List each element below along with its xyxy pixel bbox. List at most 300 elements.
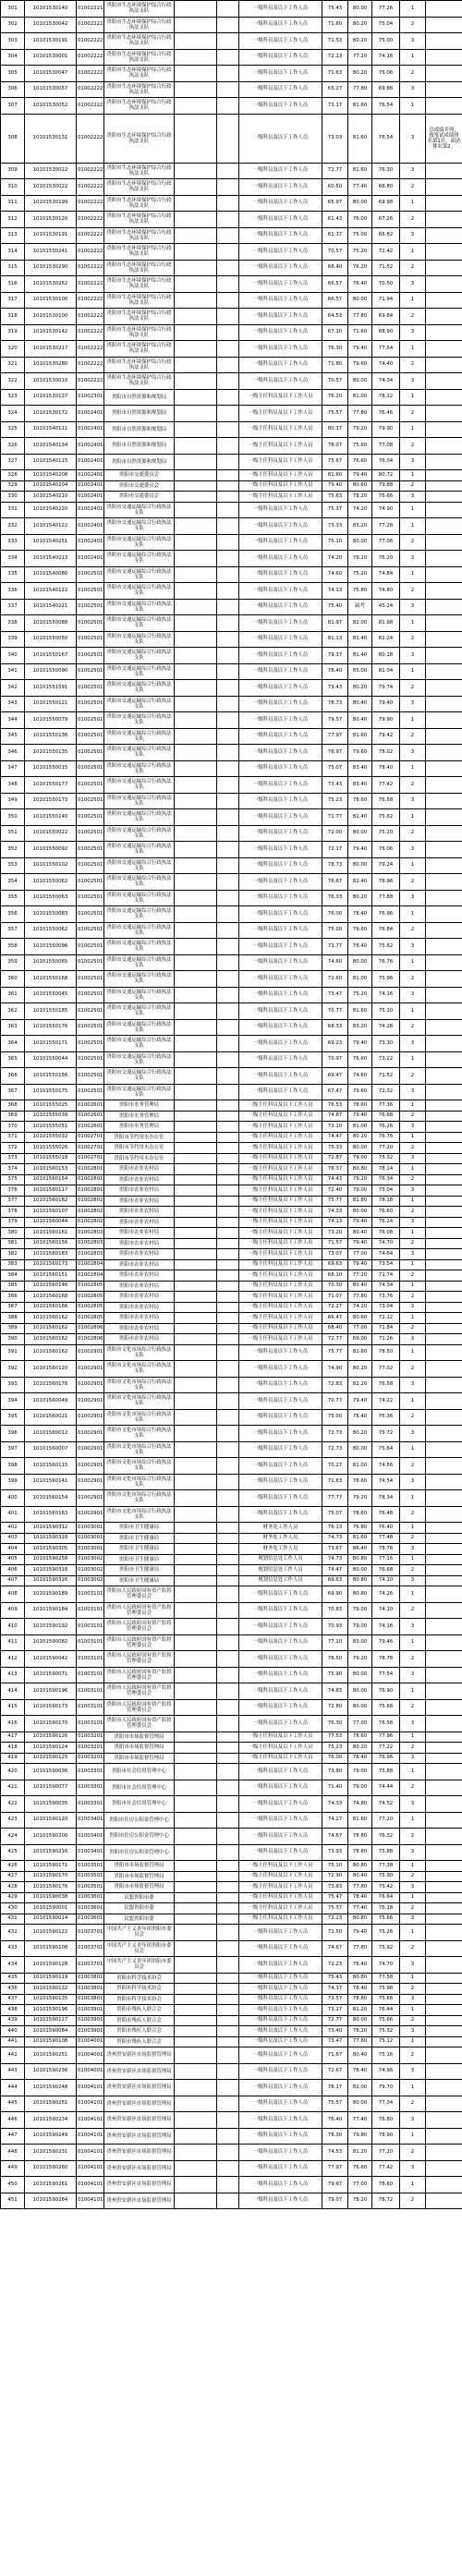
- employer-cell: 贵阳市生态环境保护综合行政执法支队: [104, 341, 175, 358]
- interview-score-cell: 76.60: [348, 2160, 372, 2177]
- total-score-cell: 76.34: [372, 1174, 400, 1185]
- ticket-no-cell: 10101590035: [25, 1796, 77, 1813]
- position-code-cell: 01002222: [77, 244, 104, 261]
- rank-cell: 1: [400, 1164, 426, 1175]
- dept-cell: [175, 842, 217, 858]
- ticket-no-cell: 10101590071: [25, 1667, 77, 1683]
- remark-cell: [426, 2177, 462, 2193]
- position-name-cell: 一级科员及以下工作人员: [239, 2080, 322, 2096]
- blank-cell: [217, 1313, 239, 1324]
- dept-cell: [175, 1153, 217, 1164]
- remark-cell: [426, 2036, 462, 2047]
- seq-cell: 412: [1, 1651, 25, 1668]
- remark-cell: [426, 1302, 462, 1313]
- total-score-cell: 74.96: [372, 2063, 400, 2080]
- remark-cell: [426, 66, 462, 82]
- rank-cell: 2: [400, 1270, 426, 1282]
- interview-score-cell: 82.40: [348, 874, 372, 891]
- total-score-cell: 75.68: [372, 1699, 400, 1716]
- total-score-cell: 72.12: [372, 1313, 400, 1324]
- ticket-no-cell: 10101550062: [25, 874, 77, 891]
- seq-cell: 424: [1, 1829, 25, 1845]
- position-code-cell: 01002401: [77, 421, 104, 438]
- written-score-cell: 75.07: [322, 760, 348, 777]
- position-name-cell: 一级科员及以下工作人员: [239, 292, 322, 309]
- interview-score-cell: 75.20: [348, 244, 372, 261]
- total-score-cell: 73.22: [372, 1051, 400, 1068]
- ticket-no-cell: 10101550088: [25, 615, 77, 632]
- total-score-cell: 75.06: [372, 842, 400, 858]
- table-row: [1, 2015, 462, 2026]
- total-score-cell: 76.18: [372, 1903, 400, 1914]
- position-name-cell: 一级主任科员及以下工作人员: [239, 1743, 322, 1754]
- ticket-no-cell: 10101550083: [25, 906, 77, 923]
- total-score-cell: 79.40: [372, 696, 400, 712]
- total-score-cell: 80.72: [372, 470, 400, 481]
- remark-cell: [426, 2063, 462, 2080]
- blank-cell: [217, 1871, 239, 1882]
- dept-cell: [175, 1164, 217, 1175]
- ticket-no-cell: 10101590248: [25, 2080, 77, 2096]
- rank-cell: 3: [400, 2026, 426, 2037]
- dept-cell: [175, 2096, 217, 2112]
- position-code-cell: 01002701: [77, 1132, 104, 1143]
- remark-cell: [426, 1716, 462, 1732]
- blank-cell: [217, 389, 239, 406]
- table-row: [1, 1207, 462, 1218]
- blank-cell: [217, 663, 239, 680]
- remark-cell: [426, 857, 462, 874]
- dept-cell: [175, 1716, 217, 1732]
- seq-cell: 372: [1, 1143, 25, 1154]
- written-score-cell: 80.37: [322, 421, 348, 438]
- ticket-no-cell: 10101530280: [25, 357, 77, 373]
- written-score-cell: 72.73: [322, 1426, 348, 1442]
- ticket-no-cell: 10101540122: [25, 518, 77, 535]
- blank-cell: [217, 292, 239, 309]
- dept-cell: [175, 324, 217, 341]
- table-row: [1, 1132, 462, 1143]
- remark-cell: [426, 1871, 462, 1882]
- interview-score-cell: 78.20: [348, 492, 372, 503]
- written-score-cell: 72.90: [322, 1871, 348, 1882]
- dept-cell: [175, 2063, 217, 2080]
- interview-score-cell: 77.80: [348, 309, 372, 325]
- total-score-cell: 71.84: [372, 1323, 400, 1334]
- blank-cell: [217, 793, 239, 809]
- interview-score-cell: 79.40: [348, 470, 372, 481]
- total-score-cell: 77.28: [372, 518, 400, 535]
- rank-cell: 1: [400, 341, 426, 358]
- dept-cell: [175, 1554, 217, 1565]
- dept-cell: [175, 1882, 217, 1893]
- employer-cell: 贵阳市生态环境保护综合行政执法支队: [104, 179, 175, 196]
- employer-cell: 贵阳市生态环境保护综合行政执法支队: [104, 292, 175, 309]
- total-score-cell: 77.08: [372, 438, 400, 455]
- position-name-cell: 一级科员及以下工作人员: [239, 502, 322, 518]
- written-score-cell: 75.00: [322, 1409, 348, 1426]
- table-row: [1, 98, 462, 115]
- table-row: [1, 292, 462, 309]
- ticket-no-cell: 10101550022: [25, 825, 77, 842]
- position-name-cell: 一级科员及以下工作人员: [239, 1829, 322, 1845]
- interview-score-cell: 80.20: [348, 1361, 372, 1378]
- position-code-cell: 01002222: [77, 357, 104, 373]
- position-name-cell: 一级主任科员及以下工作人员: [239, 1753, 322, 1764]
- blank-cell: [217, 1036, 239, 1052]
- total-score-cell: 74.44: [372, 1780, 400, 1796]
- seq-cell: 334: [1, 551, 25, 567]
- seq-cell: 413: [1, 1667, 25, 1683]
- employer-cell: 贵阳市生态环境保护综合行政执法支队: [104, 357, 175, 373]
- position-code-cell: 01002501: [77, 745, 104, 761]
- written-score-cell: 79.37: [322, 648, 348, 664]
- ticket-no-cell: 10101590196: [25, 1683, 77, 1700]
- dept-cell: [175, 1281, 217, 1292]
- position-code-cell: 01002501: [77, 842, 104, 858]
- remark-cell: [426, 825, 462, 842]
- interview-score-cell: 75.00: [348, 227, 372, 244]
- rank-cell: 3: [400, 81, 426, 98]
- dept-cell: [175, 1753, 217, 1764]
- table-row: [1, 1259, 462, 1270]
- position-name-cell: 一级科员及以下工作人员: [239, 212, 322, 228]
- interview-score-cell: 78.80: [348, 1829, 372, 1845]
- interview-score-cell: 78.40: [348, 1753, 372, 1764]
- dept-cell: [175, 922, 217, 939]
- remark-cell: [426, 1132, 462, 1143]
- total-score-cell: 74.16: [372, 987, 400, 1003]
- seq-cell: 425: [1, 1844, 25, 1861]
- ticket-no-cell: 10101550045: [25, 987, 77, 1003]
- seq-cell: 401: [1, 1506, 25, 1523]
- interview-score-cell: 81.20: [348, 2005, 372, 2016]
- dept-cell: [175, 1217, 217, 1228]
- position-name-cell: 一级科员及以下工作人员: [239, 922, 322, 939]
- dept-cell: [175, 1506, 217, 1523]
- position-code-cell: 01002401: [77, 406, 104, 422]
- position-name-cell: 一级科员及以下工作人员: [239, 309, 322, 325]
- employer-cell: 贵阳市自然资源和规划局: [104, 389, 175, 406]
- blank-cell: [217, 1829, 239, 1845]
- position-code-cell: 01002802: [77, 1207, 104, 1218]
- rank-cell: 1: [400, 98, 426, 115]
- table-row: [1, 1174, 462, 1185]
- written-score-cell: 61.37: [322, 227, 348, 244]
- position-name-cell: 一级科员及以下工作人员: [239, 890, 322, 906]
- written-score-cell: 79.07: [322, 2193, 348, 2209]
- position-name-cell: 一级科员及以下工作人员: [239, 1699, 322, 1716]
- blank-cell: [217, 1474, 239, 1490]
- position-name-cell: 一级主任科员及以下工作人员: [239, 1871, 322, 1882]
- interview-score-cell: 80.00: [348, 2015, 372, 2026]
- ticket-no-cell: 10101560162: [25, 1344, 77, 1361]
- position-name-cell: 一级科员及以下工作人员: [239, 1602, 322, 1619]
- position-name-cell: 一级科员及以下工作人员: [239, 954, 322, 971]
- interview-score-cell: 80.20: [348, 680, 372, 697]
- dept-cell: [175, 2026, 217, 2037]
- rank-cell: 2: [400, 1111, 426, 1122]
- dept-cell: [175, 49, 217, 66]
- blank-cell: [217, 1490, 239, 1507]
- interview-score-cell: 77.40: [348, 1903, 372, 1914]
- ticket-no-cell: 10101530191: [25, 33, 77, 50]
- dept-cell: [175, 1344, 217, 1361]
- written-score-cell: 72.73: [322, 1441, 348, 1458]
- ticket-no-cell: 10101550092: [25, 842, 77, 858]
- blank-cell: [217, 1323, 239, 1334]
- table-row: [1, 1903, 462, 1914]
- position-code-cell: 01002801: [77, 1185, 104, 1197]
- dept-cell: [175, 1940, 217, 1957]
- position-name-cell: 一级科员及以下工作人员: [239, 81, 322, 98]
- rank-cell: 2: [400, 1409, 426, 1426]
- total-score-cell: 78.60: [372, 2177, 400, 2193]
- ticket-no-cell: 10101540251: [25, 534, 77, 551]
- blank-cell: [217, 1, 239, 18]
- rank-cell: 2: [400, 1361, 426, 1378]
- position-name-cell: 一级科员及以下工作人员: [239, 2193, 322, 2209]
- table-row: [1, 583, 462, 600]
- blank-cell: [217, 1619, 239, 1635]
- remark-cell: [426, 534, 462, 551]
- written-score-cell: 72.17: [322, 842, 348, 858]
- remark-cell: [426, 1984, 462, 1995]
- written-score-cell: 73.07: [322, 1249, 348, 1260]
- position-code-cell: 01002501: [77, 680, 104, 697]
- ticket-no-cell: 10101530022: [25, 163, 77, 179]
- interview-score-cell: 80.80: [348, 1586, 372, 1603]
- total-score-cell: 74.28: [372, 1019, 400, 1036]
- interview-score-cell: 79.00: [348, 1780, 372, 1796]
- total-score-cell: 79.46: [372, 1634, 400, 1651]
- rank-cell: 2: [400, 922, 426, 939]
- position-name-cell: 财务处工作人员: [239, 1533, 322, 1544]
- written-score-cell: 75.37: [322, 1903, 348, 1914]
- dept-cell: [175, 1051, 217, 1068]
- written-score-cell: 74.67: [322, 1829, 348, 1845]
- position-name-cell: 一级主任科员及以下工作人员: [239, 1292, 322, 1303]
- position-code-cell: 01002501: [77, 648, 104, 664]
- rank-cell: 1: [400, 1, 426, 18]
- rank-cell: 3: [400, 1914, 426, 1925]
- dept-cell: [175, 1490, 217, 1507]
- ticket-no-cell: 10101590251: [25, 2047, 77, 2064]
- rank-cell: 2: [400, 1019, 426, 1036]
- total-score-cell: 74.70: [372, 1238, 400, 1249]
- position-name-cell: 一级科员及以下工作人员: [239, 1780, 322, 1796]
- blank-cell: [217, 1984, 239, 1995]
- employer-cell: 贵阳市交通运输综合行政执法支队: [104, 745, 175, 761]
- employer-cell: 贵阳市农业农村局: [104, 1196, 175, 1207]
- interview-score-cell: 80.00: [348, 825, 372, 842]
- total-score-cell: 75.90: [372, 1871, 400, 1882]
- dept-cell: [175, 1132, 217, 1143]
- ticket-no-cell: 10101590108: [25, 2036, 77, 2047]
- rank-cell: 1: [400, 2036, 426, 2047]
- blank-cell: [217, 17, 239, 33]
- employer-cell: 贵阳市社会信用管理中心: [104, 1796, 175, 1813]
- remark-cell: [426, 1185, 462, 1197]
- interview-score-cell: 78.60: [348, 1506, 372, 1523]
- position-code-cell: 01002901: [77, 1441, 104, 1458]
- seq-cell: 352: [1, 842, 25, 858]
- rank-cell: 2: [400, 1903, 426, 1914]
- position-name-cell: 一级科员及以下工作人员: [239, 260, 322, 276]
- seq-cell: 419: [1, 1753, 25, 1764]
- total-score-cell: 76.68: [372, 1111, 400, 1122]
- employer-cell: 贵阳市残疾人联合会: [104, 2036, 175, 2047]
- dept-cell: [175, 1667, 217, 1683]
- position-code-cell: 01002222: [77, 98, 104, 115]
- table-row: [1, 179, 462, 196]
- remark-cell: [426, 2047, 462, 2064]
- total-score-cell: 79.24: [372, 857, 400, 874]
- dept-cell: [175, 1259, 217, 1270]
- total-score-cell: 75.20: [372, 825, 400, 842]
- rank-cell: 2: [400, 534, 426, 551]
- ticket-no-cell: 10101540115: [25, 454, 77, 470]
- blank-cell: [217, 1174, 239, 1185]
- blank-cell: [217, 1207, 239, 1218]
- total-score-cell: 79.90: [372, 421, 400, 438]
- total-score-cell: 73.04: [372, 1302, 400, 1313]
- table-row: [1, 1313, 462, 1324]
- employer-cell: 贵阳市生态环境保护综合行政执法支队: [104, 260, 175, 276]
- blank-cell: [217, 195, 239, 212]
- position-code-cell: 01002401: [77, 551, 104, 567]
- total-score-cell: 69.84: [372, 309, 400, 325]
- table-row: [1, 260, 462, 276]
- ticket-no-cell: 10101555018: [25, 1153, 77, 1164]
- position-name-cell: 一级科员及以下工作人员: [239, 2036, 322, 2047]
- table-row: [1, 341, 462, 358]
- interview-score-cell: 79.00: [348, 1619, 372, 1635]
- ticket-no-cell: 10101590316: [25, 1575, 77, 1586]
- seq-cell: 317: [1, 292, 25, 309]
- seq-cell: 315: [1, 260, 25, 276]
- table-row: [1, 1764, 462, 1780]
- seq-cell: 396: [1, 1426, 25, 1442]
- written-score-cell: 70.77: [322, 1393, 348, 1410]
- remark-cell: [426, 1683, 462, 1700]
- ticket-no-cell: 10101530142: [25, 324, 77, 341]
- employer-cell: 贵阳市文化市场综合行政执法支队: [104, 1344, 175, 1361]
- employer-cell: 贵阳市市场监督管理局: [104, 1871, 175, 1882]
- total-score-cell: 75.26: [372, 1925, 400, 1941]
- position-code-cell: 01002222: [77, 309, 104, 325]
- blank-cell: [217, 1132, 239, 1143]
- written-score-cell: 78.73: [322, 857, 348, 874]
- blank-cell: [217, 1281, 239, 1292]
- table-row: [1, 1249, 462, 1260]
- rank-cell: 1: [400, 857, 426, 874]
- interview-score-cell: 80.80: [348, 1554, 372, 1565]
- interview-score-cell: 79.60: [348, 922, 372, 939]
- employer-cell: 贵阳市农业农村局: [104, 1323, 175, 1334]
- remark-cell: [426, 1844, 462, 1861]
- table-row: [1, 1651, 462, 1668]
- position-code-cell: 01002805: [77, 1281, 104, 1292]
- table-row: [1, 1196, 462, 1207]
- remark-cell: [426, 1068, 462, 1085]
- employer-cell: 贵阳市人民政府国有资产监督管理委员会: [104, 1651, 175, 1668]
- total-score-cell: 80.18: [372, 648, 400, 664]
- total-score-cell: 77.22: [372, 1743, 400, 1754]
- ticket-no-cell: 10101530290: [25, 260, 77, 276]
- blank-cell: [217, 760, 239, 777]
- position-name-cell: 规划信息处工作人员: [239, 1554, 322, 1565]
- position-code-cell: 01003002: [77, 1565, 104, 1576]
- interview-score-cell: 80.40: [348, 696, 372, 712]
- position-code-cell: 01003101: [77, 1634, 104, 1651]
- dept-cell: [175, 1122, 217, 1133]
- blank-cell: [217, 1153, 239, 1164]
- ticket-no-cell: 10101560163: [25, 1506, 77, 1523]
- written-score-cell: 78.40: [322, 663, 348, 680]
- dept-cell: [175, 114, 217, 163]
- ticket-no-cell: 10101540134: [25, 438, 77, 455]
- table-row: [1, 1716, 462, 1732]
- employer-cell: 中国共产主义青年团贵阳市委员会: [104, 1957, 175, 1974]
- position-name-cell: 一级科员及以下工作人员: [239, 971, 322, 988]
- ticket-no-cell: 10101590305: [25, 1544, 77, 1555]
- interview-score-cell: 78.80: [348, 1994, 372, 2005]
- position-name-cell: 一级科员及以下工作人员: [239, 2047, 322, 2064]
- position-code-cell: 01004001: [77, 2063, 104, 2080]
- interview-score-cell: 81.60: [348, 1812, 372, 1829]
- table-row: [1, 195, 462, 212]
- interview-score-cell: 79.40: [348, 1393, 372, 1410]
- ticket-no-cell: 10101590135: [25, 1994, 77, 2005]
- position-code-cell: 01002901: [77, 1409, 104, 1426]
- written-score-cell: 68.40: [322, 1323, 348, 1334]
- total-score-cell: 77.20: [372, 1812, 400, 1829]
- blank-cell: [217, 583, 239, 600]
- position-name-cell: 一级科员及以下工作人员: [239, 1426, 322, 1442]
- employer-cell: 贵阳市文化市场综合行政执法支队: [104, 1409, 175, 1426]
- table-row: [1, 615, 462, 632]
- employer-cell: 贵阳市农业农村局: [104, 1207, 175, 1218]
- ticket-no-cell: 10101560162: [25, 1313, 77, 1324]
- employer-cell: 贵州贵安新区市场监督管理局: [104, 2145, 175, 2161]
- interview-score-cell: 75.20: [348, 566, 372, 583]
- rank-cell: 1: [400, 1100, 426, 1112]
- blank-cell: [217, 1185, 239, 1197]
- rank-cell: 2: [400, 357, 426, 373]
- interview-score-cell: 79.60: [348, 1084, 372, 1100]
- ticket-no-cell: 10101550096: [25, 939, 77, 955]
- total-score-cell: 75.16: [372, 2047, 400, 2064]
- total-score-cell: 77.42: [372, 2160, 400, 2177]
- table-row: [1, 760, 462, 777]
- position-name-cell: 一级科员及以下工作人员: [239, 906, 322, 923]
- position-code-cell: 01003701: [77, 1957, 104, 1974]
- written-score-cell: 76.37: [322, 1164, 348, 1175]
- interview-score-cell: 79.20: [348, 551, 372, 567]
- employer-cell: 贵阳市农业农村局: [104, 1164, 175, 1175]
- seq-cell: 339: [1, 631, 25, 648]
- written-score-cell: 66.47: [322, 1313, 348, 1324]
- rank-cell: 2: [400, 1458, 426, 1475]
- blank-cell: [217, 1780, 239, 1796]
- seq-cell: 327: [1, 454, 25, 470]
- written-score-cell: 65.27: [322, 81, 348, 98]
- rank-cell: 3: [400, 1619, 426, 1635]
- remark-cell: [426, 1019, 462, 1036]
- remark-cell: [426, 1523, 462, 1534]
- employer-cell: 贵阳市生态环境保护综合行政执法支队: [104, 114, 175, 163]
